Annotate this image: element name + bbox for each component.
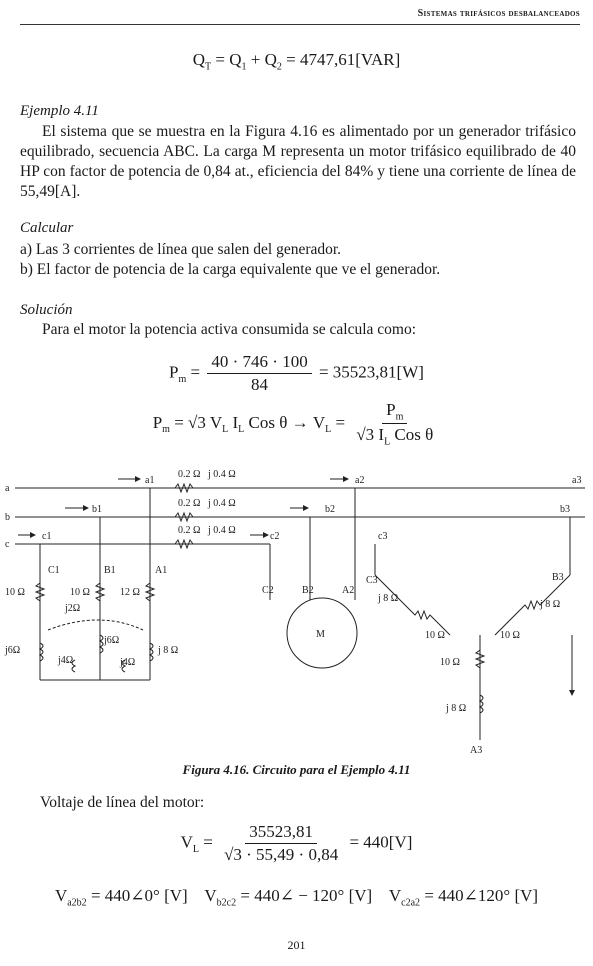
phasor-c2a2: $V_{c2a2}$ = 440∠120° [V]: [388, 886, 539, 909]
label-xj8-bottom: j 8 Ω: [446, 703, 467, 714]
label-xj2: j2Ω: [65, 603, 81, 614]
node-c1: c1: [42, 531, 52, 542]
node-C1: C1: [48, 565, 60, 576]
motor-label: M: [316, 629, 325, 640]
label-r02-c: 0.2 Ω: [178, 525, 201, 536]
label-xj4-a: j4Ω: [58, 655, 74, 666]
equation-vl-formula: $P_m = √3$ $V_L$ $I_L$ Cos $\theta \to V_L$ = $\frac{P_m}{√3 I_L Cos \theta}$: [152, 400, 434, 448]
label-x04-a: j 0.4 Ω: [208, 469, 236, 480]
node-a1: a1: [145, 475, 155, 486]
solution-title: Solución: [20, 302, 73, 318]
calc-item-b: b) El factor de potencia de la carga equivalente que ve el generador.: [20, 261, 441, 278]
phasor-b2c2: $V_{b2c2}$ = 440∠ − 120° [V]: [204, 886, 373, 909]
node-A2: A2: [342, 585, 355, 596]
node-c2: c2: [270, 531, 280, 542]
label-r10-b1: 10 Ω: [70, 587, 90, 598]
figure-caption: Figura 4.16. Circuito para el Ejemplo 4.11: [182, 762, 411, 777]
equation-vl-value: $V_L$ = $\frac{35523,81}{√3 \cdot 55,49 \cdot 0,84}$ = 440[V]: [180, 822, 413, 864]
label-r10-c1: 10 Ω: [5, 587, 25, 598]
node-A1: A1: [155, 565, 168, 576]
label-r12: 12 Ω: [120, 587, 140, 598]
equation-qt: $Q_T = Q_1 + Q_2 = 4747,61[VAR]$: [192, 50, 401, 73]
label-xj4-b: j4Ω: [120, 657, 136, 668]
node-c3: c3: [378, 531, 388, 542]
label-r10-bottom: 10 Ω: [440, 657, 460, 668]
node-B2: B2: [302, 585, 314, 596]
node-C3: C3: [366, 575, 378, 586]
node-b: b: [5, 512, 10, 523]
node-C2: C2: [262, 585, 274, 596]
header-rule: [20, 24, 580, 25]
label-r10-left: 10 Ω: [425, 630, 445, 641]
node-a2: a2: [355, 475, 365, 486]
equation-phasors: [0, 886, 593, 908]
circuit-diagram: [0, 455, 593, 755]
label-xj6-b1: j6Ω: [104, 635, 120, 646]
label-x04-b: j 0.4 Ω: [208, 498, 236, 509]
label-xj8-a1: j 8 Ω: [158, 645, 179, 656]
node-a: a: [5, 483, 10, 494]
example-title: Ejemplo 4.11: [20, 103, 99, 119]
node-b1: b1: [92, 504, 102, 515]
label-xj8-c3: j 8 Ω: [378, 593, 399, 604]
label-x04-c: j 0.4 Ω: [208, 525, 236, 536]
equation-pm: $P_m$ = $\frac{40 \cdot 746 \cdot 100}{84}$ = 35523,81[W]: [169, 352, 424, 394]
node-B3: B3: [552, 572, 564, 583]
node-A3: A3: [470, 745, 483, 755]
label-r02-a: 0.2 Ω: [178, 469, 201, 480]
node-B1: B1: [104, 565, 116, 576]
label-r02-b: 0.2 Ω: [178, 498, 201, 509]
node-c: c: [5, 539, 10, 550]
calc-item-a: a) Las 3 corrientes de línea que salen del generador.: [20, 241, 342, 258]
label-xj6-c1: j6Ω: [5, 645, 21, 656]
node-b3: b3: [560, 504, 570, 515]
motor-voltage-label: Voltaje de línea del motor:: [40, 794, 205, 811]
node-a3: a3: [572, 475, 582, 486]
label-xj8-b3: j 8 Ω: [540, 599, 561, 610]
example-text: El sistema que se muestra en la Figura 4.16 es alimentado por un generador trifásico equilibrado, secuencia ABC. La carga M representa un motor trifásico equilibrado de 40 HP con factor de potencia de 0,84 at., eficiencia del 84% y tiene una corriente de línea de 55,49[A].: [20, 123, 576, 200]
node-b2: b2: [325, 504, 335, 515]
solution-text: Para el motor la potencia activa consumida se calcula como:: [42, 321, 417, 338]
page-number: 201: [287, 938, 306, 952]
calc-list: [20, 240, 576, 280]
running-header: Sistemas trifásicos desbalanceados: [417, 8, 580, 19]
phasor-a2b2: $V_{a2b2}$ = 440∠0° [V]: [54, 886, 188, 909]
calc-title: Calcular: [20, 220, 74, 236]
label-r10-right: 10 Ω: [500, 630, 520, 641]
